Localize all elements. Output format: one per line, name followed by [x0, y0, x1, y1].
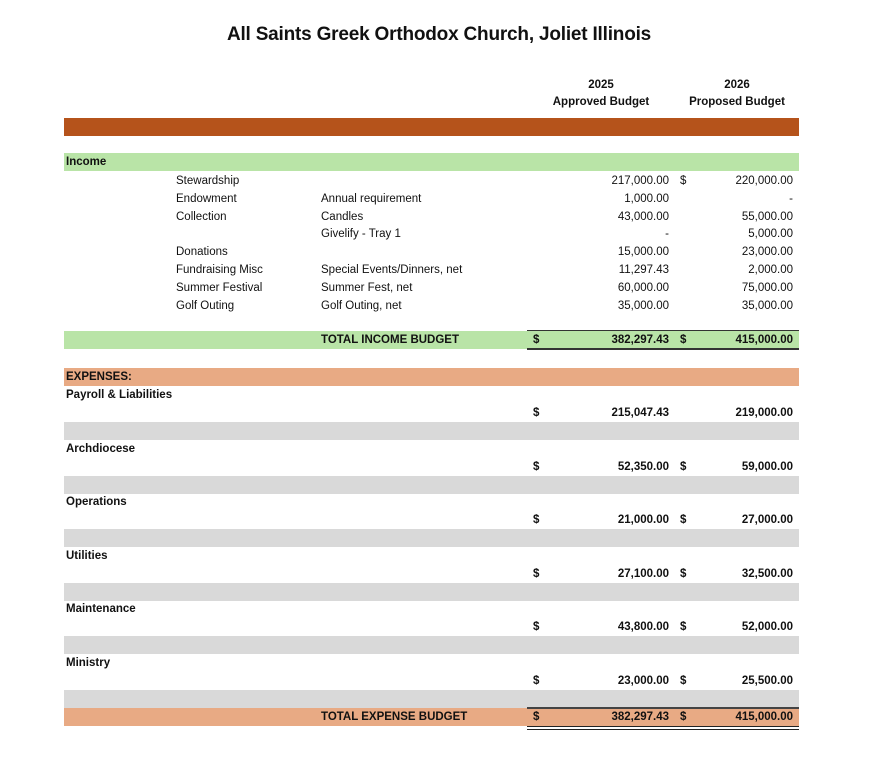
expense-group-name-row [64, 386, 799, 404]
expense-group-name-row [64, 493, 799, 511]
income-subcategory: Givelify - Tray 1 [321, 228, 401, 241]
amount-2026: 59,000.00 [741, 460, 793, 473]
total-expense-row [64, 708, 799, 726]
expense-group-name-row [64, 654, 799, 672]
income-category: Collection [176, 210, 227, 223]
amount-2026: 35,000.00 [741, 299, 793, 312]
amount-2025: 1,000.00 [624, 192, 669, 205]
column-label: Approved Budget [552, 96, 650, 108]
gray-separator-band [64, 690, 799, 708]
expense-group-name-row [64, 600, 799, 618]
income-category: Fundraising Misc [176, 264, 263, 276]
currency-2025: $ [533, 675, 540, 687]
amount-2025: 43,000.00 [617, 210, 669, 223]
income-subcategory: Special Events/Dinners, net [321, 264, 463, 276]
total-expense-double-border-2 [527, 729, 799, 730]
amount-2026: 52,000.00 [741, 621, 793, 634]
header-bar [64, 118, 799, 136]
amount-2025: 60,000.00 [617, 281, 669, 294]
income-category: Donations [176, 246, 228, 259]
income-row [64, 279, 799, 297]
amount-2025: 15,000.00 [617, 246, 669, 259]
income-subcategory: Summer Fest, net [321, 281, 413, 294]
currency-2026: $ [680, 460, 687, 473]
total-expense-currency-2025: $ [533, 711, 540, 723]
total-expense-2026: 415,000.00 [735, 711, 793, 723]
amount-2026: 220,000.00 [735, 175, 793, 187]
total-income-bottom-border [527, 348, 799, 350]
amount-2026: 27,000.00 [741, 514, 793, 527]
amount-2025: 11,297.43 [618, 264, 669, 276]
income-row [64, 190, 799, 208]
income-row [64, 243, 799, 261]
amount-2026: 55,000.00 [741, 210, 793, 223]
amount-2026: 25,500.00 [741, 675, 793, 687]
total-income-2026: 415,000.00 [735, 334, 793, 346]
currency-2025: $ [533, 514, 540, 527]
gray-separator-band [64, 529, 799, 547]
total-expense-top-border [527, 707, 799, 709]
amount-2026: 2,000.00 [748, 264, 793, 276]
expense-group-amount-row [64, 672, 799, 690]
total-expense-double-border-1 [527, 726, 799, 727]
currency-2025: $ [533, 460, 540, 473]
income-subcategory: Annual requirement [321, 192, 422, 205]
expense-group-name: Operations [66, 496, 127, 509]
total-income-2025: 382,297.43 [611, 334, 669, 346]
expense-group-amount-row [64, 458, 799, 476]
amount-2025: 217,000.00 [611, 175, 669, 187]
total-income-currency-2025: $ [533, 334, 540, 346]
column-header-2025 [536, 77, 666, 111]
expense-group-amount-row [64, 618, 799, 636]
income-row [64, 172, 799, 190]
currency-2026: $ [680, 175, 687, 187]
currency-2026: $ [680, 675, 687, 687]
amount-2026: 219,000.00 [735, 407, 793, 419]
income-row [64, 225, 799, 243]
amount-2025: 215,047.43 [611, 407, 669, 419]
income-row [64, 261, 799, 279]
expense-group-name-row [64, 440, 799, 458]
expense-group-name: Payroll & Liabilities [66, 389, 173, 401]
income-subcategory: Candles [321, 210, 364, 223]
gray-separator-band [64, 476, 799, 494]
expense-group-name-row [64, 547, 799, 565]
amount-2026: 5,000.00 [748, 228, 793, 241]
income-category: Endowment [176, 192, 237, 205]
total-expense-2025: 382,297.43 [611, 711, 669, 723]
total-income-top-border [527, 330, 799, 331]
gray-separator-band [64, 583, 799, 601]
currency-2025: $ [533, 621, 540, 634]
amount-2025: 43,800.00 [617, 621, 669, 634]
gray-separator-band [64, 422, 799, 440]
income-row [64, 208, 799, 226]
amount-2026: - [789, 192, 793, 205]
income-category: Stewardship [176, 175, 240, 187]
expense-group-amount-row [64, 404, 799, 422]
currency-2026: $ [680, 514, 687, 527]
total-income-row [64, 331, 799, 349]
amount-2026: 23,000.00 [741, 246, 793, 259]
amount-2026: 75,000.00 [741, 281, 793, 294]
expenses-header: EXPENSES: [66, 371, 132, 383]
income-row [64, 297, 799, 315]
expense-group-name: Utilities [66, 549, 108, 562]
total-expense-currency-2026: $ [680, 711, 687, 723]
amount-2025: 35,000.00 [617, 299, 669, 312]
page-title: All Saints Greek Orthodox Church, Joliet Illinois [226, 24, 652, 45]
total-income-currency-2026: $ [680, 334, 687, 346]
currency-2026: $ [680, 567, 687, 580]
expense-group-amount-row [64, 565, 799, 583]
income-header: Income [66, 156, 107, 168]
expense-group-amount-row [64, 511, 799, 529]
column-header-2026 [672, 77, 802, 111]
amount-2025: 23,000.00 [617, 675, 669, 687]
column-year: 2026 [724, 79, 750, 91]
expense-group-name: Ministry [66, 657, 111, 669]
total-expense-label: TOTAL EXPENSE BUDGET [321, 711, 468, 723]
column-label: Proposed Budget [689, 96, 785, 108]
column-year: 2025 [588, 79, 614, 91]
total-income-label: TOTAL INCOME BUDGET [321, 334, 459, 346]
income-header-row [64, 153, 799, 171]
expense-group-name: Archdiocese [66, 442, 136, 455]
currency-2026: $ [680, 621, 687, 634]
income-category: Summer Festival [176, 281, 263, 294]
amount-2025: 21,000.00 [617, 514, 669, 527]
expenses-header-row [64, 368, 799, 386]
amount-2025: 27,100.00 [617, 567, 669, 580]
income-category: Golf Outing [176, 299, 235, 312]
currency-2025: $ [533, 567, 540, 580]
amount-2025: 52,350.00 [617, 460, 669, 473]
amount-2026: 32,500.00 [741, 567, 793, 580]
income-subcategory: Golf Outing, net [321, 299, 402, 312]
currency-2025: $ [533, 407, 540, 419]
gray-separator-band [64, 636, 799, 654]
amount-2025: - [665, 228, 669, 241]
expense-group-name: Maintenance [66, 603, 136, 616]
